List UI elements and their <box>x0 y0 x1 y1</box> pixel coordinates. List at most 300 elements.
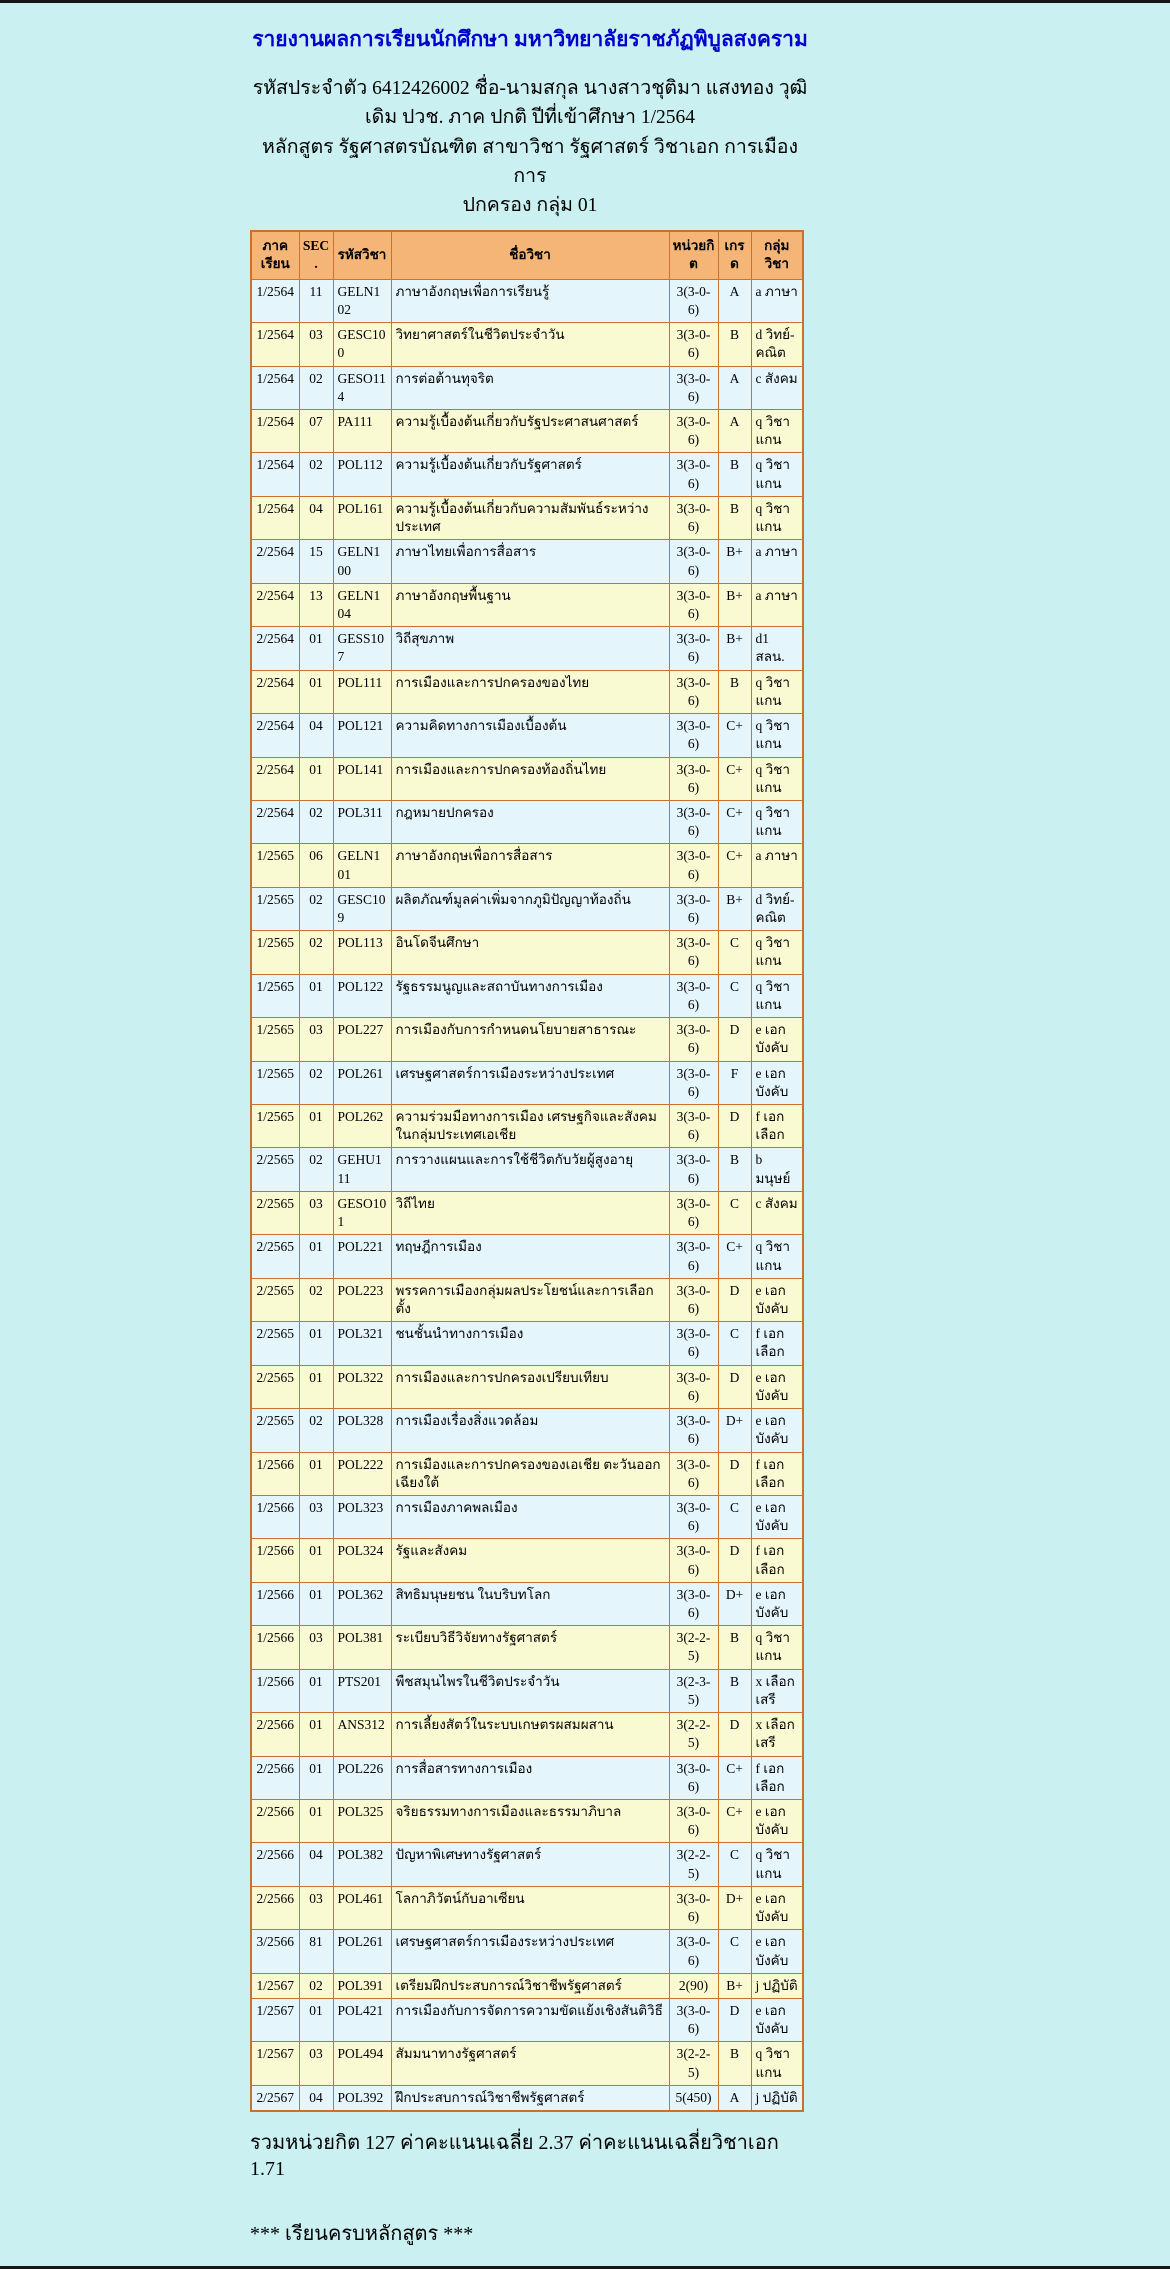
term-cell: 2/2564 <box>251 800 299 843</box>
code-cell: POL227 <box>333 1018 391 1061</box>
group-cell: a ภาษา <box>751 279 803 322</box>
credits-gpa-summary: รวมหน่วยกิต 127 ค่าคะแนนเฉลี่ย 2.37 ค่าคะแนนเฉลี่ยวิชาเอก 1.71 <box>250 2132 779 2181</box>
table-row <box>251 540 803 583</box>
group-cell: q วิชาแกน <box>751 1843 803 1886</box>
term-cell: 2/2564 <box>251 714 299 757</box>
name-cell: การเมืองและการปกครองของไทย <box>391 670 669 713</box>
grade-cell: C <box>718 1495 751 1538</box>
table-row <box>251 1800 803 1843</box>
grade-cell: F <box>718 1061 751 1104</box>
code-cell: GELN100 <box>333 540 391 583</box>
credits-cell: 3(3-0-6) <box>669 583 718 626</box>
header-name: ชื่อวิชา <box>391 231 669 279</box>
code-cell: POL122 <box>333 974 391 1017</box>
group-cell: x เลือกเสรี <box>751 1669 803 1712</box>
grade-cell: D <box>718 1018 751 1061</box>
name-cell: ทฤษฎีการเมือง <box>391 1235 669 1278</box>
sec-cell: 02 <box>299 453 333 496</box>
credits-cell: 3(3-0-6) <box>669 1409 718 1452</box>
table-row <box>251 323 803 366</box>
sec-cell: 03 <box>299 323 333 366</box>
grade-cell: C+ <box>718 714 751 757</box>
grade-cell: B <box>718 323 751 366</box>
grade-cell: C+ <box>718 1235 751 1278</box>
sec-cell: 04 <box>299 714 333 757</box>
table-row <box>251 1148 803 1191</box>
term-cell: 3/2566 <box>251 1930 299 1973</box>
term-cell: 1/2565 <box>251 931 299 974</box>
code-cell: GELN101 <box>333 844 391 887</box>
credits-cell: 2(90) <box>669 1973 718 1998</box>
table-row <box>251 1973 803 1998</box>
group-cell: e เอกบังคับ <box>751 1998 803 2041</box>
group-cell: q วิชาแกน <box>751 974 803 1017</box>
credits-cell: 3(3-0-6) <box>669 1278 718 1321</box>
group-cell: e เอกบังคับ <box>751 1409 803 1452</box>
sec-cell: 01 <box>299 1235 333 1278</box>
credits-cell: 3(3-0-6) <box>669 1495 718 1538</box>
group-cell: e เอกบังคับ <box>751 1495 803 1538</box>
grade-cell: C+ <box>718 1800 751 1843</box>
group-cell: f เอกเลือก <box>751 1452 803 1495</box>
student-info-line: ปกครอง กลุ่ม 01 <box>462 195 598 216</box>
grade-cell: C <box>718 1322 751 1365</box>
name-cell: การเมืองกับการกำหนดนโยบายสาธารณะ <box>391 1018 669 1061</box>
group-cell: f เอกเลือก <box>751 1322 803 1365</box>
term-cell: 2/2564 <box>251 583 299 626</box>
group-cell: a ภาษา <box>751 583 803 626</box>
term-cell: 2/2566 <box>251 1800 299 1843</box>
grade-cell: D <box>718 1452 751 1495</box>
name-cell: รัฐและสังคม <box>391 1539 669 1582</box>
sec-cell: 01 <box>299 1713 333 1756</box>
sec-cell: 02 <box>299 1061 333 1104</box>
credits-cell: 3(3-0-6) <box>669 1930 718 1973</box>
term-cell: 1/2564 <box>251 279 299 322</box>
grade-cell: B <box>718 1669 751 1712</box>
grade-cell: C+ <box>718 844 751 887</box>
group-cell: a ภาษา <box>751 844 803 887</box>
code-cell: GELN102 <box>333 279 391 322</box>
term-cell: 1/2564 <box>251 323 299 366</box>
term-cell: 1/2564 <box>251 496 299 539</box>
name-cell: การสื่อสารทางการเมือง <box>391 1756 669 1799</box>
group-cell: f เอกเลือก <box>751 1105 803 1148</box>
code-cell: GESO114 <box>333 366 391 409</box>
code-cell: POL113 <box>333 931 391 974</box>
page-title: รายงานผลการเรียนนักศึกษา มหาวิทยาลัยราชภัฏพิบูลสงคราม <box>252 27 808 51</box>
table-row <box>251 1998 803 2041</box>
name-cell: ปัญหาพิเศษทางรัฐศาสตร์ <box>391 1843 669 1886</box>
credits-cell: 3(2-2-5) <box>669 1843 718 1886</box>
code-cell: POL324 <box>333 1539 391 1582</box>
table-row <box>251 1018 803 1061</box>
code-cell: POL226 <box>333 1756 391 1799</box>
sec-cell: 01 <box>299 974 333 1017</box>
group-cell: e เอกบังคับ <box>751 1886 803 1929</box>
grade-cell: B <box>718 453 751 496</box>
term-cell: 2/2565 <box>251 1235 299 1278</box>
group-cell: d1 สลน. <box>751 627 803 670</box>
group-cell: q วิชาแกน <box>751 1626 803 1669</box>
curriculum-complete-note: *** เรียนครบหลักสูตร *** <box>250 2223 474 2246</box>
name-cell: เตรียมฝึกประสบการณ์วิชาชีพรัฐศาสตร์ <box>391 1973 669 1998</box>
grade-cell: C+ <box>718 757 751 800</box>
code-cell: POL461 <box>333 1886 391 1929</box>
table-row <box>251 279 803 322</box>
grade-cell: C <box>718 1930 751 1973</box>
term-cell: 2/2564 <box>251 670 299 713</box>
student-info-block <box>250 74 810 220</box>
code-cell: POL391 <box>333 1973 391 1998</box>
credits-cell: 3(3-0-6) <box>669 800 718 843</box>
grade-cell: B <box>718 1626 751 1669</box>
term-cell: 1/2567 <box>251 1998 299 2041</box>
code-cell: POL321 <box>333 1322 391 1365</box>
grade-cell: C <box>718 1191 751 1234</box>
term-cell: 1/2565 <box>251 887 299 930</box>
group-cell: q วิชาแกน <box>751 670 803 713</box>
term-cell: 2/2564 <box>251 757 299 800</box>
term-cell: 1/2566 <box>251 1582 299 1625</box>
group-cell: q วิชาแกน <box>751 800 803 843</box>
name-cell: การต่อต้านทุจริต <box>391 366 669 409</box>
grade-cell: B+ <box>718 583 751 626</box>
table-row <box>251 1669 803 1712</box>
credits-cell: 3(2-2-5) <box>669 2042 718 2085</box>
name-cell: เศรษฐศาสตร์การเมืองระหว่างประเทศ <box>391 1930 669 1973</box>
credits-cell: 3(3-0-6) <box>669 627 718 670</box>
table-row <box>251 757 803 800</box>
sec-cell: 11 <box>299 279 333 322</box>
code-cell: GELN104 <box>333 583 391 626</box>
name-cell: พรรคการเมืองกลุ่มผลประโยชน์และการเลือกตั้ง <box>391 1278 669 1321</box>
grade-cell: D <box>718 1105 751 1148</box>
grade-cell: D <box>718 1539 751 1582</box>
table-row <box>251 1886 803 1929</box>
code-cell: POL222 <box>333 1452 391 1495</box>
name-cell: โลกาภิวัตน์กับอาเซียน <box>391 1886 669 1929</box>
code-cell: POL323 <box>333 1495 391 1538</box>
grade-cell: D <box>718 1998 751 2041</box>
grade-cell: D <box>718 1278 751 1321</box>
sec-cell: 02 <box>299 1973 333 1998</box>
credits-cell: 3(3-0-6) <box>669 410 718 453</box>
name-cell: กฎหมายปกครอง <box>391 800 669 843</box>
name-cell: การวางแผนและการใช้ชีวิตกับวัยผู้สูงอายุ <box>391 1148 669 1191</box>
name-cell: ความร่วมมือทางการเมือง เศรษฐกิจและสังคม ในกลุ่มประเทศเอเชีย <box>391 1105 669 1148</box>
grade-cell: C <box>718 974 751 1017</box>
sec-cell: 01 <box>299 1756 333 1799</box>
table-row <box>251 496 803 539</box>
table-row <box>251 931 803 974</box>
credits-cell: 3(3-0-6) <box>669 279 718 322</box>
group-cell: b มนุษย์ <box>751 1148 803 1191</box>
sec-cell: 01 <box>299 1452 333 1495</box>
code-cell: POL262 <box>333 1105 391 1148</box>
sec-cell: 01 <box>299 1669 333 1712</box>
grade-cell: D+ <box>718 1582 751 1625</box>
name-cell: ภาษาอังกฤษพื้นฐาน <box>391 583 669 626</box>
sec-cell: 02 <box>299 366 333 409</box>
table-row <box>251 714 803 757</box>
name-cell: ผลิตภัณฑ์มูลค่าเพิ่มจากภูมิปัญญาท้องถิ่น <box>391 887 669 930</box>
sec-cell: 03 <box>299 1191 333 1234</box>
credits-cell: 3(3-0-6) <box>669 670 718 713</box>
name-cell: การเลี้ยงสัตว์ในระบบเกษตรผสมผสาน <box>391 1713 669 1756</box>
table-row <box>251 1539 803 1582</box>
code-cell: PTS201 <box>333 1669 391 1712</box>
term-cell: 2/2565 <box>251 1148 299 1191</box>
group-cell: c สังคม <box>751 366 803 409</box>
sec-cell: 81 <box>299 1930 333 1973</box>
credits-cell: 3(3-0-6) <box>669 1582 718 1625</box>
group-cell: q วิชาแกน <box>751 1235 803 1278</box>
name-cell: จริยธรรมทางการเมืองและธรรมาภิบาล <box>391 1800 669 1843</box>
term-cell: 1/2567 <box>251 2042 299 2085</box>
name-cell: การเมืองและการปกครองของเอเชีย ตะวันออกเฉียงใต้ <box>391 1452 669 1495</box>
sec-cell: 01 <box>299 1800 333 1843</box>
name-cell: รัฐธรรมนูญและสถาบันทางการเมือง <box>391 974 669 1017</box>
term-cell: 1/2564 <box>251 366 299 409</box>
group-cell: q วิชาแกน <box>751 757 803 800</box>
credits-cell: 3(3-0-6) <box>669 714 718 757</box>
sec-cell: 01 <box>299 670 333 713</box>
credits-cell: 3(3-0-6) <box>669 453 718 496</box>
window-top-edge <box>0 0 1170 3</box>
name-cell: วิถีสุขภาพ <box>391 627 669 670</box>
term-cell: 2/2565 <box>251 1191 299 1234</box>
grade-cell: C+ <box>718 800 751 843</box>
grades-table <box>250 230 804 2112</box>
term-cell: 2/2564 <box>251 540 299 583</box>
grade-cell: D <box>718 1365 751 1408</box>
table-row <box>251 1930 803 1973</box>
term-cell: 2/2567 <box>251 2085 299 2111</box>
group-cell: d วิทย์-คณิต <box>751 887 803 930</box>
grade-cell: B+ <box>718 887 751 930</box>
sec-cell: 03 <box>299 1626 333 1669</box>
name-cell: ความรู้เบื้องต้นเกี่ยวกับรัฐประศาสนศาสตร์ <box>391 410 669 453</box>
sec-cell: 02 <box>299 887 333 930</box>
table-row <box>251 1365 803 1408</box>
term-cell: 1/2565 <box>251 1061 299 1104</box>
code-cell: POL121 <box>333 714 391 757</box>
table-row <box>251 670 803 713</box>
name-cell: อินโดจีนศึกษา <box>391 931 669 974</box>
credits-cell: 3(2-3-5) <box>669 1669 718 1712</box>
table-row <box>251 1235 803 1278</box>
term-cell: 2/2565 <box>251 1365 299 1408</box>
group-cell: j ปฏิบัติ <box>751 2085 803 2111</box>
table-row <box>251 844 803 887</box>
credits-cell: 3(3-0-6) <box>669 1539 718 1582</box>
table-row <box>251 583 803 626</box>
term-cell: 1/2566 <box>251 1626 299 1669</box>
name-cell: วิถีไทย <box>391 1191 669 1234</box>
grade-cell: B <box>718 496 751 539</box>
grade-cell: A <box>718 410 751 453</box>
table-row <box>251 366 803 409</box>
grade-cell: C <box>718 1843 751 1886</box>
sec-cell: 07 <box>299 410 333 453</box>
group-cell: d วิทย์-คณิต <box>751 323 803 366</box>
student-info-line: หลักสูตร รัฐศาสตรบัณฑิต สาขาวิชา รัฐศาสตร์ วิชาเอก การเมืองการ <box>261 136 799 187</box>
table-row <box>251 2085 803 2111</box>
credits-cell: 3(3-0-6) <box>669 1452 718 1495</box>
code-cell: POL223 <box>333 1278 391 1321</box>
credits-cell: 3(3-0-6) <box>669 1191 718 1234</box>
credits-cell: 5(450) <box>669 2085 718 2111</box>
code-cell: PA111 <box>333 410 391 453</box>
name-cell: ฝึกประสบการณ์วิชาชีพรัฐศาสตร์ <box>391 2085 669 2111</box>
grade-cell: C+ <box>718 1756 751 1799</box>
table-row <box>251 1322 803 1365</box>
group-cell: x เลือกเสรี <box>751 1713 803 1756</box>
credits-cell: 3(3-0-6) <box>669 323 718 366</box>
name-cell: ความรู้เบื้องต้นเกี่ยวกับรัฐศาสตร์ <box>391 453 669 496</box>
group-cell: q วิชาแกน <box>751 714 803 757</box>
code-cell: POL421 <box>333 1998 391 2041</box>
name-cell: การเมืองและการปกครองท้องถิ่นไทย <box>391 757 669 800</box>
table-row <box>251 1756 803 1799</box>
credits-cell: 3(3-0-6) <box>669 1018 718 1061</box>
name-cell: ระเบียบวิธีวิจัยทางรัฐศาสตร์ <box>391 1626 669 1669</box>
grade-cell: B+ <box>718 1973 751 1998</box>
term-cell: 2/2565 <box>251 1322 299 1365</box>
code-cell: POL112 <box>333 453 391 496</box>
name-cell: ภาษาอังกฤษเพื่อการสื่อสาร <box>391 844 669 887</box>
credits-cell: 3(3-0-6) <box>669 540 718 583</box>
term-cell: 2/2566 <box>251 1886 299 1929</box>
credits-cell: 3(3-0-6) <box>669 1148 718 1191</box>
code-cell: GESC109 <box>333 887 391 930</box>
term-cell: 2/2565 <box>251 1409 299 1452</box>
sec-cell: 01 <box>299 1539 333 1582</box>
code-cell: POL141 <box>333 757 391 800</box>
name-cell: วิทยาศาสตร์ในชีวิตประจำวัน <box>391 323 669 366</box>
sec-cell: 03 <box>299 1495 333 1538</box>
table-row <box>251 1409 803 1452</box>
grade-cell: D+ <box>718 1886 751 1929</box>
code-cell: POL494 <box>333 2042 391 2085</box>
group-cell: q วิชาแกน <box>751 410 803 453</box>
group-cell: e เอกบังคับ <box>751 1061 803 1104</box>
report-content <box>250 23 810 2249</box>
grade-cell: B <box>718 2042 751 2085</box>
name-cell: พืชสมุนไพรในชีวิตประจำวัน <box>391 1669 669 1712</box>
name-cell: ภาษาอังกฤษเพื่อการเรียนรู้ <box>391 279 669 322</box>
student-info-line: รหัสประจำตัว 6412426002 ชื่อ-นามสกุล นางสาวชุติมา แสงทอง วุฒิ <box>252 78 808 99</box>
grade-cell: A <box>718 2085 751 2111</box>
code-cell: GESC100 <box>333 323 391 366</box>
term-cell: 1/2567 <box>251 1973 299 1998</box>
code-cell: POL392 <box>333 2085 391 2111</box>
term-cell: 1/2566 <box>251 1669 299 1712</box>
table-row <box>251 1191 803 1234</box>
credits-cell: 3(3-0-6) <box>669 366 718 409</box>
term-cell: 1/2566 <box>251 1495 299 1538</box>
group-cell: e เอกบังคับ <box>751 1800 803 1843</box>
table-row <box>251 1495 803 1538</box>
name-cell: สิทธิมนุษยชน ในบริบทโลก <box>391 1582 669 1625</box>
name-cell: การเมืองกับการจัดการความขัดแย้งเชิงสันติวิธี <box>391 1998 669 2041</box>
credits-cell: 3(3-0-6) <box>669 1235 718 1278</box>
group-cell: j ปฏิบัติ <box>751 1973 803 1998</box>
group-cell: e เอกบังคับ <box>751 1365 803 1408</box>
grade-cell: D+ <box>718 1409 751 1452</box>
sec-cell: 04 <box>299 2085 333 2111</box>
term-cell: 1/2564 <box>251 453 299 496</box>
credits-cell: 3(3-0-6) <box>669 887 718 930</box>
sec-cell: 03 <box>299 1018 333 1061</box>
group-cell: a ภาษา <box>751 540 803 583</box>
sec-cell: 04 <box>299 1843 333 1886</box>
grade-cell: C <box>718 931 751 974</box>
name-cell: ชนชั้นนำทางการเมือง <box>391 1322 669 1365</box>
sec-cell: 13 <box>299 583 333 626</box>
header-group: กลุ่มวิชา <box>751 231 803 279</box>
group-cell: f เอกเลือก <box>751 1756 803 1799</box>
name-cell: การเมืองภาคพลเมือง <box>391 1495 669 1538</box>
credits-cell: 3(3-0-6) <box>669 844 718 887</box>
credits-cell: 3(3-0-6) <box>669 757 718 800</box>
code-cell: POL111 <box>333 670 391 713</box>
table-row <box>251 627 803 670</box>
credits-cell: 3(3-0-6) <box>669 496 718 539</box>
credits-cell: 3(3-0-6) <box>669 974 718 1017</box>
table-row <box>251 887 803 930</box>
header-grade: เกรด <box>718 231 751 279</box>
term-cell: 2/2566 <box>251 1713 299 1756</box>
group-cell: e เอกบังคับ <box>751 1930 803 1973</box>
sec-cell: 01 <box>299 1105 333 1148</box>
sec-cell: 15 <box>299 540 333 583</box>
code-cell: POL328 <box>333 1409 391 1452</box>
term-cell: 1/2565 <box>251 1105 299 1148</box>
table-row <box>251 1582 803 1625</box>
term-cell: 1/2566 <box>251 1452 299 1495</box>
sec-cell: 01 <box>299 1582 333 1625</box>
credits-cell: 3(3-0-6) <box>669 1105 718 1148</box>
sec-cell: 03 <box>299 2042 333 2085</box>
table-row <box>251 1061 803 1104</box>
group-cell: c สังคม <box>751 1191 803 1234</box>
code-cell: POL362 <box>333 1582 391 1625</box>
credits-cell: 3(3-0-6) <box>669 1322 718 1365</box>
code-cell: ANS312 <box>333 1713 391 1756</box>
grades-table-header-row <box>251 231 803 279</box>
table-row <box>251 1843 803 1886</box>
grade-cell: B <box>718 670 751 713</box>
group-cell: e เอกบังคับ <box>751 1278 803 1321</box>
group-cell: q วิชาแกน <box>751 496 803 539</box>
term-cell: 1/2565 <box>251 844 299 887</box>
grade-cell: B+ <box>718 627 751 670</box>
sec-cell: 03 <box>299 1886 333 1929</box>
sec-cell: 02 <box>299 931 333 974</box>
code-cell: POL382 <box>333 1843 391 1886</box>
code-cell: POL322 <box>333 1365 391 1408</box>
name-cell: ภาษาไทยเพื่อการสื่อสาร <box>391 540 669 583</box>
credits-cell: 3(3-0-6) <box>669 1365 718 1408</box>
header-credits: หน่วยกิต <box>669 231 718 279</box>
sec-cell: 06 <box>299 844 333 887</box>
name-cell: สัมมนาทางรัฐศาสตร์ <box>391 2042 669 2085</box>
student-info-line: เดิม ปวช. ภาค ปกติ ปีที่เข้าศึกษา 1/2564 <box>364 107 696 129</box>
credits-cell: 3(2-2-5) <box>669 1713 718 1756</box>
code-cell: POL261 <box>333 1930 391 1973</box>
